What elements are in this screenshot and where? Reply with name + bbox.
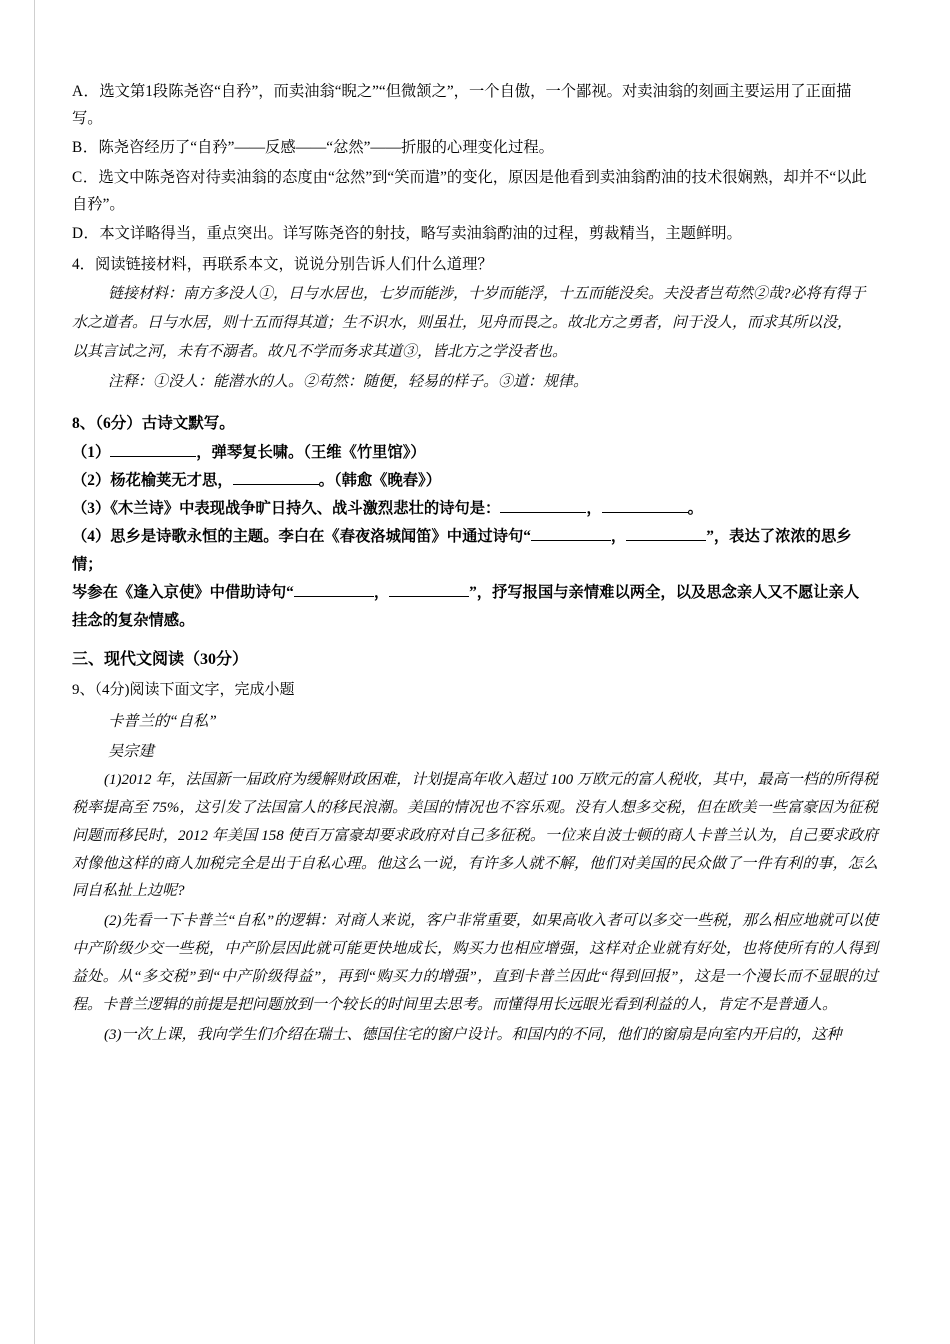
item-8-sub-4-e: ， [373,583,390,601]
article-paragraph-3: (3)一次上课，我向学生们介绍在瑞士、德国住宅的窗户设计。和国内的不同，他们的窗扇是向室内开启的，这种 [104,1026,842,1043]
linked-material-line-1 [72,281,878,308]
linked-material-line-2: 水之道者。日与水居，则十五而得其道；生不识水，则虽壮，见舟而畏之。故北方之勇者，问于没人，而求其所以没， [72,314,853,331]
option-c-label: C． [72,168,99,186]
option-b-text: 陈尧咨经历了“自矜”——反感——“忿然”——折服的心理变化过程。 [98,139,554,157]
article-author: 吴宗建 [108,742,154,760]
option-a [72,78,878,132]
article-paragraph-2: (2)先看一下卡普兰“自私”的逻辑：对商人来说，客户非常重要，如果高收入者可以多交一些税，那么相应地就可以使中产阶级少交一些税，中产阶层因此就可能更快地成长，购买力也相应增强，这样对企业就有好处，也将使所有的人得到益处。从“多交税”到“中产阶级得益”，再到“购买力的增强”，直到卡普兰因此“得到回报”，这是一个漫长而不显眼的过程。卡普兰逻辑的前提是把问题放到一个较长的时间里去思考。而懂得用长远眼光看到利益的人，肯定不是普通人。 [72,913,878,1013]
answer-blank[interactable] [531,540,611,541]
option-a-text: 选文第1段陈尧咨“自矜”，而卖油翁“睨之”“但微颔之”，一个自傲，一个鄙视。对卖油翁的刻画主要运用了正面描写。 [72,83,852,128]
answer-blank[interactable] [602,512,688,513]
item-8-sub-4-f: ”，抒写报国与亲情难以两全，以及思念亲人又不愿让亲人 [469,583,860,601]
option-c [72,164,878,218]
item-8-sub-4-a: （4）思乡是诗歌永恒的主题。李白在《春夜洛城闻笛》中通过诗句“ [72,528,531,546]
answer-blank[interactable] [500,512,586,513]
answer-blank[interactable] [233,484,319,485]
option-d-label: D． [72,225,100,243]
item-8-sub-2-suffix: 。（韩愈《晚春》） [318,471,441,489]
item-8-sub-4-d: 岑参在《逢入京使》中借助诗句“ [72,583,294,601]
item-8-sub-3-mid: ， [586,500,602,518]
item-8-sub-1-prefix: （1） [72,443,111,461]
answer-blank[interactable] [389,596,469,597]
option-d [72,220,878,247]
item-8-sub-4-c: ”，表达了浓浓的思乡情； [72,528,852,573]
page-content [72,78,878,1050]
question-4: 4．阅读链接材料，再联系本文，说说分别告诉人们什么道理？ [72,256,493,274]
option-b-label: B． [72,139,99,157]
item-8-sub-4-line-3: 挂念的复杂情感。 [72,612,195,629]
item-9-heading: 9、（4分)阅读下面文字，完成小题 [72,681,295,698]
linked-material-line-3: 以其言试之河，未有不溺者。故凡不学而务求其道③，皆北方之学没者也。 [72,344,568,361]
section-3-title: 三、现代文阅读（30分） [72,651,249,669]
answer-blank[interactable] [294,596,374,597]
item-8-sub-3 [72,495,878,522]
article-paragraph-1: (1)2012 年，法国新一届政府为缓解财政困难，计划提高年收入超过 100 万欧元的富人税收，其中，最高一档的所得税税率提高至 75%，这引发了法国富人的移民浪潮。美国的情况也不容乐观。没有人想多交税，但在欧美一些富豪因为征税问题而移民时，2012 年美国 158 使百万富豪却要求政府对自己多征税。一位来自波士顿的商人卡普兰认为，自己要求政府对像他这样的商人加税完全是出于自私心理。他这么一说，有许多人就不解，他们对美国的民众做了一件有利的事，怎么同自私扯上边呢? [72,771,878,900]
item-8-sub-4-line-2 [72,579,878,606]
linked-material-note: 注释：①没人：能潜水的人。②苟然：随便，轻易的样子。③道：规律。 [108,374,589,391]
item-8-sub-3-suffix: 。 [687,500,703,518]
option-b [72,134,878,161]
option-a-label: A． [72,83,100,100]
option-d-text: 本文详略得当，重点突出。详写陈尧咨的射技，略写卖油翁酌油的过程，剪裁精当，主题鲜明。 [99,225,742,243]
linked-material-line-1-text: 链接材料：南方多没人①，日与水居也，七岁而能涉，十岁而能浮，十五而能没矣。夫没者岂苟然②哉?必将有得于 [108,285,866,302]
item-8-sub-2-prefix: （2）杨花榆荚无才思， [72,471,233,489]
answer-blank[interactable] [110,456,196,457]
item-8-sub-4-line-1 [72,523,878,577]
article-title: 卡普兰的“自私” [108,713,217,731]
item-8-sub-3-prefix: （3）《木兰诗》中表现战争旷日持久、战斗激烈悲壮的诗句是： [72,500,501,518]
item-8-heading: 8、（6分）古诗文默写。 [72,415,235,433]
item-8-sub-1 [72,439,878,466]
item-8-sub-2 [72,467,878,494]
item-8-sub-4-b: ， [610,528,627,546]
item-8-sub-1-suffix: ，弹琴复长啸。（王维《竹里馆》） [196,443,426,461]
answer-blank[interactable] [626,540,706,541]
option-c-text: 选文中陈尧咨对待卖油翁的态度由“忿然”到“笑而遣”的变化，原因是他看到卖油翁酌油的技术很娴熟，却并不“以此自矜”。 [72,168,867,213]
